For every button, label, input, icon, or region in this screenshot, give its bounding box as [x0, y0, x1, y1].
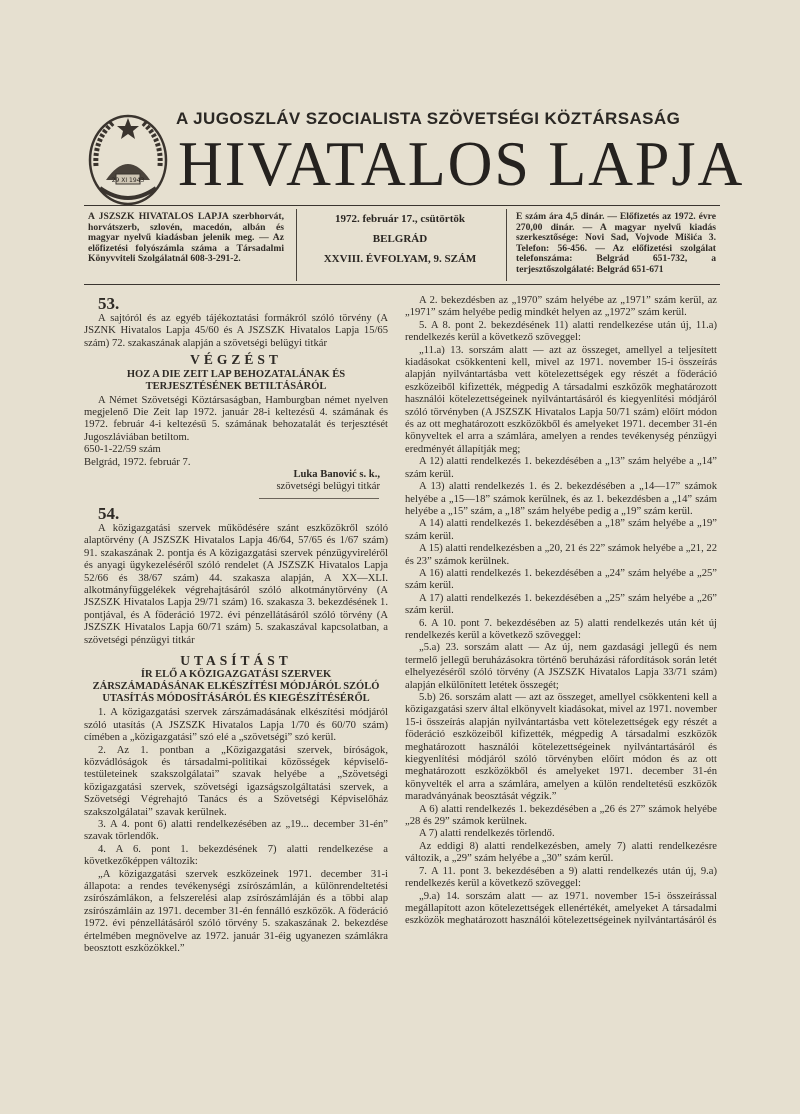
paragraph: A 12) alatti rendelkezés 1. bekezdésében a „13” szám helyébe a „14” szám kerül. — [405, 456, 717, 480]
header-divider-right — [506, 209, 507, 281]
right-column — [405, 295, 717, 928]
paragraph: 1. A közigazgatási szervek zárszámadásának elkészítési módjáról szóló utasítás (A JSZSZK Hivatalos Lapja 1/70 és 60/70 szám) címében a „közigazgatási” szó elé a „szövetségi” szó kerül. — [84, 707, 388, 744]
heading-vegzest: VÉGZÉST — [190, 352, 282, 368]
paragraph: A 13) alatti rendelkezés 1. és 2. bekezdésében a „14—17” számok helyébe a „15—18” számok kerülnek, és az 1. bekezdésben a „14” szám helyébe a „15” szám, a „18” szám helyébe pedig a „19” szám kerül. — [405, 481, 717, 517]
subscription-info-left: A JSZSZK HIVATALOS LAPJA szerbhorvát, horvátszerb, szlovén, macedón, albán és magyar nyelvű kiadásban jelenik meg. — Az előfizetési folyószámla száma a Társadalmi Könyvviteli Szolgálatnál 608-3-291-2. — [88, 211, 284, 265]
svg-text:29 XI 1943: 29 XI 1943 — [111, 177, 145, 184]
header-rule-top — [84, 205, 720, 206]
paragraph: 6. A 10. pont 7. bekezdésében az 5) alatti rendelkezés után két új rendelkezés kerül a következő szöveggel: — [405, 617, 717, 641]
paragraph: A 17) alatti rendelkezés 1. bekezdésében a „25” szám helyébe a „26” szám kerül. — [405, 592, 717, 617]
paragraph: „9.a) 14. sorszám alatt — az 1971. november 15-i összeírással megállapított azon kötelezettségek ellenértékét, amelyeket A társadalmi eszközök meghatározott használói kötelezettségeinek nyilvántartásáról és — [405, 890, 717, 927]
heading-vegzest-sub: HOZ A DIE ZEIT LAP BEHOZATALÁNAK ÉS TERJESZTÉSÉNEK BETILTÁSÁRÓL — [126, 368, 346, 392]
section-divider — [259, 498, 379, 499]
header-rule-bottom — [84, 284, 720, 285]
paragraph: A sajtóról és az egyéb tájékoztatási formákról szóló törvény (A JSZNK Hivatalos Lapja 45/60 és A JSZSZK Hivatalos Lapja 15/65 szám) 72. szakaszának alapján a szövetségi belügyi titkár — [84, 313, 388, 349]
masthead-kicker: A JUGOSZLÁV SZOCIALISTA SZÖVETSÉGI KÖZTÁRSASÁG — [176, 109, 681, 128]
paragraph: 2. Az 1. pontban a „Közigazgatási szervek, bíróságok, közvádlóságok és társadalmi-politikai közösségek képviselő-testületeinek szakszolgálatai” szavak helyébe a „Szövetségi közigazgatási szervek, szövetségi igazságszolgáltatási szervek, a Szövetségi Végrehajtó Tanács és a Szövetségi Képviselőház szakszolgálatai” szavak kerülnek. — [84, 744, 388, 818]
paragraph: A 14) alatti rendelkezés 1. bekezdésében a „18” szám helyébe a „19” szám kerül. — [405, 518, 717, 542]
paragraph: A 7) alatti rendelkezés törlendő. — [419, 828, 555, 840]
masthead-title: HIVATALOS LAPJA — [178, 128, 745, 199]
paragraph: „A közigazgatási szervek eszközeinek 1971. december 31-i állapota: a rendes tevékenységi zsírószámlán, a különrendeltetési zsírószámlákon, a felszerelési alap zsírószámláján és a többi alap zsírószámláin az 1971. december 31-én fennálló eszközök. A föderáció 1972. évi pénzellátásáról szóló törvény 5. szakaszának 2. bekezdése értelmében megnövelve az 1972. január 31-éig ugyanezen számlákra beosztott eszközökkel.” — [84, 868, 388, 955]
state-emblem-icon — [86, 108, 170, 208]
paragraph: Az eddigi 8) alatti rendelkezésben, amely 7) alatti rendelkezésre változik, a „29” szám helyébe a „30” szám kerül. — [405, 840, 717, 865]
item-number-53: 53. — [98, 294, 120, 313]
issue-date: 1972. február 17., csütörtök — [335, 213, 465, 225]
heading-utasitast-sub: ÍR ELŐ A KÖZIGAZGATÁSI SZERVEK ZÁRSZÁMADÁSÁNAK ELKÉSZÍTÉSI MÓDJÁRÓL SZÓLÓ UTASÍTÁS MÓDOSÍTÁSÁRÓL ÉS KIEGÉSZÍTÉSÉRŐL — [92, 669, 380, 705]
item-number-54: 54. — [98, 503, 120, 523]
paragraph: A 16) alatti rendelkezés 1. bekezdésében a „24” szám helyébe a „25” szám kerül. — [405, 567, 717, 592]
signatory-name: Luka Banović s. k., — [293, 469, 380, 481]
paragraph: 4. A 6. pont 1. bekezdésének 7) alatti rendelkezése a következőképpen változik: — [84, 843, 388, 868]
paragraph: A 15) alatti rendelkezésben a „20, 21 és 22” számok helyébe a „21, 22 és 23” számok kerülnek. — [405, 543, 717, 567]
left-column — [84, 295, 388, 955]
paragraph: 5.b) 26. sorszám alatt — azt az összeget, amellyel csökkenteni kell a közigazgatási szerv által elkönyvelt kiadásokat, mivel az 1971. november 15-i összeírás alapján nyilvántartásba vett kötelezettségek egy részét a föderáció eszközeiből kifizették, mégpedig A társadalmi eszközök meghatározott használói kötelezettségeinek nyilvántartásáról és kiegyenlítési módjáról szóló törvényben előírt módon és az ott meghatározott eszközökből és amelyeket 1971. december 31-én könyvelték el arra a számlára, amelyen a külön rendeltetésű eszközök maradványának beosztását végzik.” — [405, 692, 717, 803]
paragraph: „5.a) 23. sorszám alatt — Az új, nem gazdasági jellegű és nem termelő jellegű beruházásokra történő beruházási ráfordítások során letét elhelyezéséről szóló törvény (A JSZSZK Hivatalos Lapja 33/71 szám) alapján elkülönített letétek összegét; — [405, 642, 717, 691]
issue-city: BELGRÁD — [372, 233, 428, 245]
header-divider-left — [296, 209, 297, 281]
signature — [84, 469, 380, 494]
paragraph: 5. A 8. pont 2. bekezdésének 11) alatti rendelkezése után új, 11.a) rendelkezés kerül a következő szöveggel: — [405, 319, 717, 344]
paragraph: A Német Szövetségi Köztársaságban, Hamburgban német nyelven megjelenő Die Zeit lap 1972. január 28-i keltezésű 4. számának és 1972. február 4-i keltezésű 5. számának behozatalát és terjesztését Jugoszláviában betiltom. — [84, 394, 388, 443]
heading-utasitast: UTASÍTÁST — [180, 652, 292, 668]
issue-volume: XXVIII. ÉVFOLYAM, 9. SZÁM — [323, 253, 477, 265]
reference-number: 650-1-22/59 szám — [84, 444, 161, 456]
paragraph: A közigazgatási szervek működésére szánt eszközökről szóló alaptörvény (A JSZSZK Hivatalos Lapja 46/64, 57/65 és 1/67 szám) 91. szakaszának 2. pontja és A közigazgatási szervek pénzügyvireléről és anyagi ügykezeléséről szóló rendelet (A JSZSZK Hivatalos Lapja 52/66 és 38/67 szám) 44. szakasza alapján, A XX—XLI. alkotmányfüggelékek végrehajtásáról szóló alkotmánytörvény (A JSZSZK Hivatalos Lapja 29/71 szám) 16. szakasza 3. bekezdésének 1. pontjával, és A föderáció 1972. évi pénzellátásáról szóló törvény (A JSZSZK Hivatalos Lapja 60/71 szám) 5. szakaszával kapcsolatban, a szövetségi pénzügyi titkár — [84, 522, 388, 646]
issue-info — [300, 214, 500, 274]
paragraph: A 6) alatti rendelkezés 1. bekezdésében a „26 és 27” számok helyébe „28 és 29” számok kerülnek. — [405, 803, 717, 828]
paragraph: 3. A 4. pont 6) alatti rendelkezésében az „19... december 31-én” szavak törlendők. — [84, 819, 388, 843]
paragraph: A 2. bekezdésben az „1970” szám helyébe az „1971” szám kerül, az „1971” szám helyébe pedig mindkét helyen az „1972” szám kerül. — [405, 295, 717, 319]
paragraph: „11.a) 13. sorszám alatt — azt az összeget, amellyel a teljesített kiadásokat csökkenteni kell, mivel az 1971. november 15-i összeírás alapján nyilvántartásba vett kötelezettségek egy részét a föderáció eszközeiből kifizették, mégpedig A társadalmi eszközök meghatározott használói kötelezettségeinek nyilvántartásáról és kiegyenlítési módjáról szóló törvényben (A JSZSZK Hivatalos Lapja 50/71 szám) előírt módon és az ott meghatározott eszközökből és amelyeket 1971. december 31-én könyveltek el arra a számlára, amelyen a rendes tevékenység pénzügyi eredményét állapítják meg; — [405, 344, 717, 455]
place-date: Belgrád, 1972. február 7. — [84, 456, 191, 468]
paragraph: 7. A 11. pont 3. bekezdésében a 9) alatti rendelkezés után új, 9.a) rendelkezés kerül a következő szöveggel: — [405, 865, 717, 890]
signatory-title: szövetségi belügyi titkár — [276, 481, 380, 493]
subscription-info-right: E szám ára 4,5 dinár. — Előfizetés az 1972. évre 270,00 dinár. — A magyar nyelvű kiadás szerkesztősége: Novi Sad, Vojvode Mišića 3. Telefon: 56-456. — Az előfizetési szolgálat telefonszáma: Belgrád 651-732, a terjesztőszolgálaté: Belgrád 651-671 — [516, 211, 716, 275]
